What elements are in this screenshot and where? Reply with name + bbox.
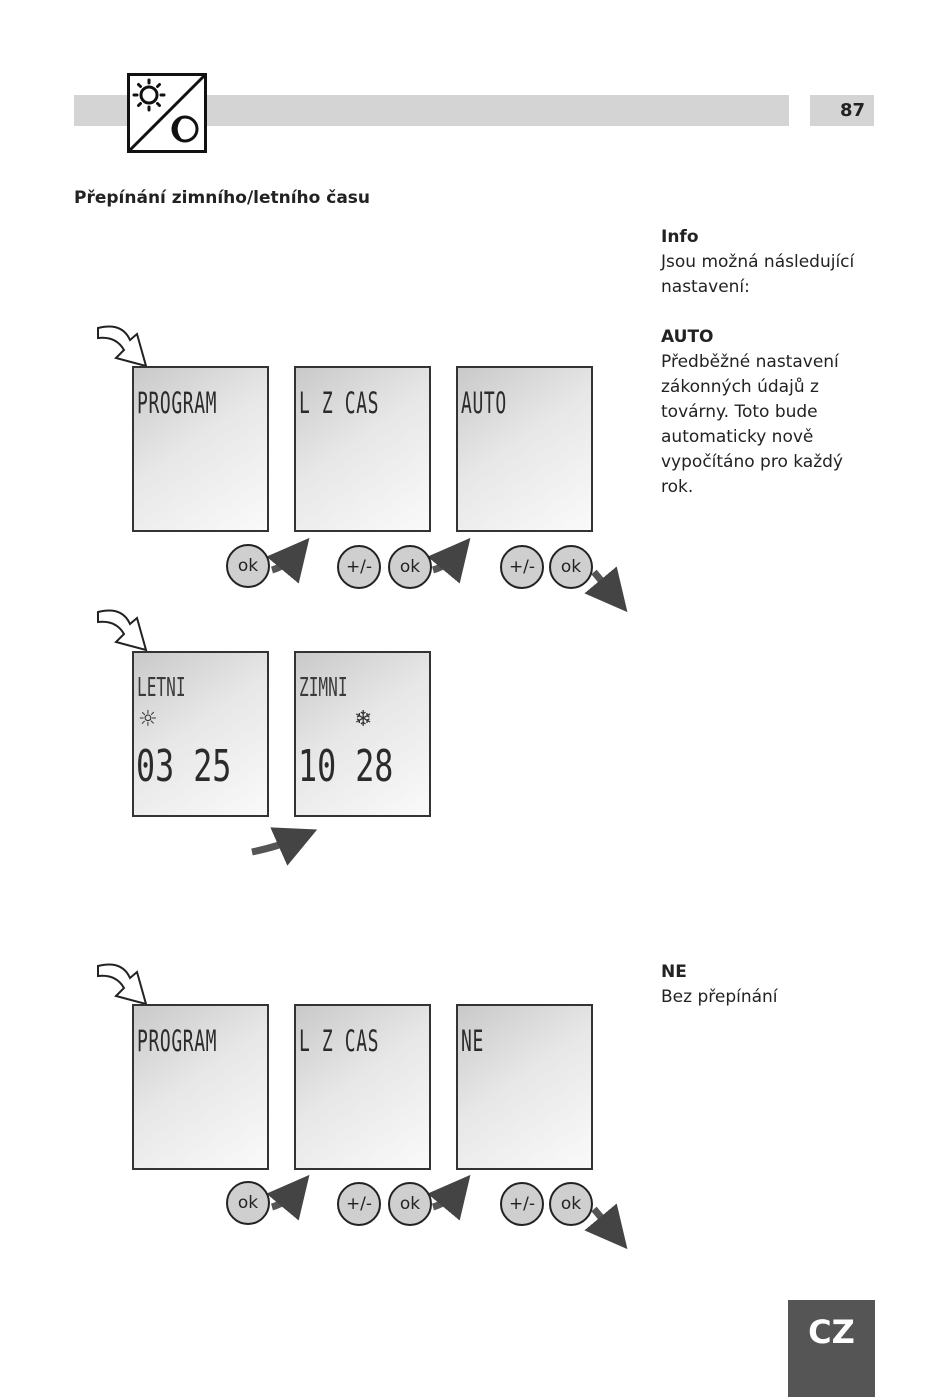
auto-heading: AUTO [661,327,714,347]
ok-button[interactable]: ok [388,545,432,589]
ok-button[interactable]: ok [226,544,270,588]
lcd-display [294,366,431,532]
lcd-display-summer [132,651,269,817]
lcd-date: 03 25 [136,741,232,792]
lcd-date: 10 28 [298,741,394,792]
plus-minus-button[interactable]: +/- [337,1182,381,1226]
ne-heading: NE [661,962,687,982]
ok-button[interactable]: ok [549,1182,593,1226]
lcd-display [456,1004,593,1170]
start-pointer-icon [98,965,146,1005]
section-title: Přepínání zimního/letního času [74,188,371,208]
lcd-display [132,366,269,532]
language-tab: CZ [788,1300,875,1397]
lcd-text: PROGRAM [137,386,218,420]
lcd-text: PROGRAM [137,1024,218,1058]
lcd-label: ZIMNI [299,673,348,703]
ok-button[interactable]: ok [549,545,593,589]
lcd-text: L Z CAS [299,1024,380,1058]
ne-text: Bez přepínání [661,987,778,1007]
lcd-text: AUTO [461,386,507,420]
sun-icon: ☼ [138,707,158,732]
auto-text: Předběžné nastavení zákonných údajů z továrny. Toto bude automaticky nově vypočítáno pro každý rok. [661,352,843,497]
lcd-display [132,1004,269,1170]
ok-button[interactable]: ok [388,1182,432,1226]
ok-button[interactable]: ok [226,1181,270,1225]
lcd-display-winter [294,651,431,817]
lcd-display [294,1004,431,1170]
start-pointer-icon [98,611,146,651]
lcd-text: NE [461,1024,484,1058]
info-heading: Info [661,227,699,247]
info-text: Jsou možná následující nastavení: [661,252,855,297]
lcd-label: LETNI [137,673,186,703]
plus-minus-button[interactable]: +/- [500,545,544,589]
snowflake-icon: ❄ [354,707,373,732]
plus-minus-button[interactable]: +/- [337,545,381,589]
page-number: 87 [810,95,874,126]
next-arrow-icon [252,838,298,852]
start-pointer-icon [98,327,146,367]
lcd-text: L Z CAS [299,386,380,420]
plus-minus-button[interactable]: +/- [500,1182,544,1226]
lcd-display [456,366,593,532]
